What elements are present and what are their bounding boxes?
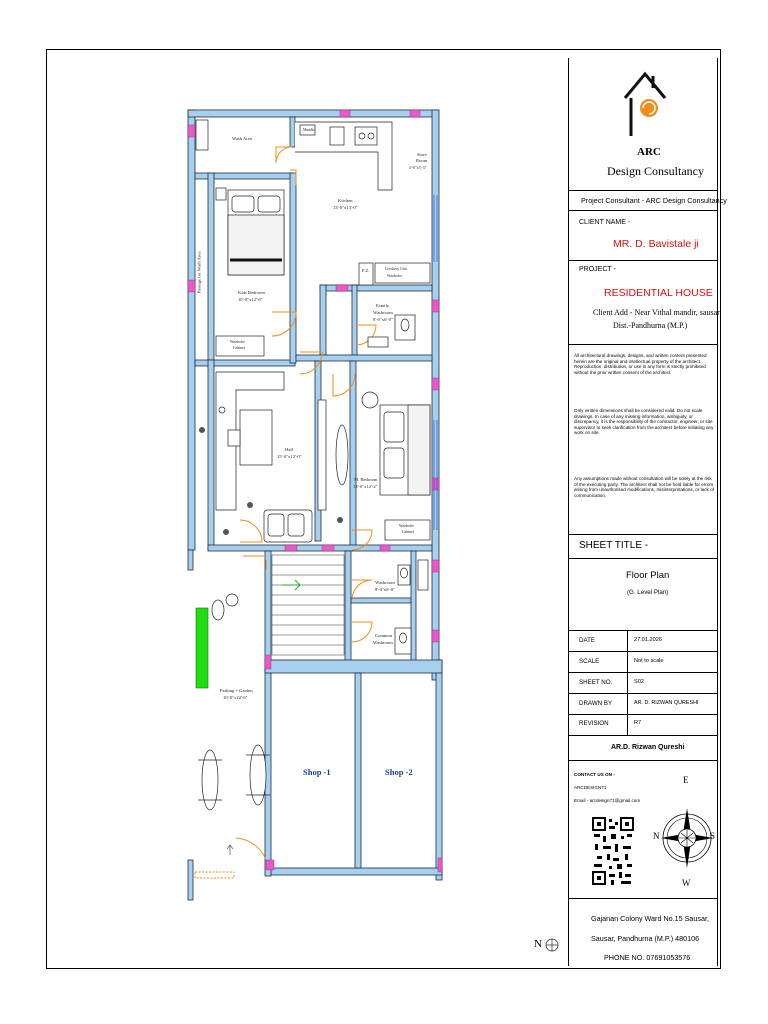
label-store-dim: 4'-0"x5'-3" — [409, 165, 427, 170]
qr-code-icon[interactable] — [591, 816, 635, 888]
label-crockery: Crockery Unit — [385, 267, 407, 271]
office-phone: PHONE NO. 07691053576 — [604, 953, 691, 962]
wall-right — [432, 110, 439, 680]
label-shop-1: Shop -1 — [303, 767, 331, 777]
label-washroom: Washroom — [375, 580, 395, 585]
wall-right-lower — [436, 660, 442, 880]
sheet-subtitle: (G. Level Plan) — [627, 589, 669, 596]
label-kids-wardrobe-2: Cabinet — [233, 346, 245, 350]
project-address-1: Client Add - Near Vithal mandir, sausar — [593, 308, 720, 317]
project-consultant: Project Consultant - ARC Design Consultancy — [581, 196, 727, 205]
label-master-bedroom-dim: 13'-0"x12'-2" — [353, 484, 378, 489]
label-master-wardrobe-2: Cabinet — [402, 530, 414, 534]
sheet-title-heading: SHEET TITLE - — [579, 540, 649, 551]
note-2: Only written dimensions shall be considered valid. Do not scale drawings. In case of any missing information, ambiguity, or discrepancy, it is the responsibility of the contractor, engineer, or site supervisor to seek clarification from the architect before initiating any work on site. — [574, 408, 714, 436]
label-kitchen-dim: 13'-0"x13'-0" — [333, 205, 358, 210]
project-name: RESIDENTIAL HOUSE — [604, 287, 713, 299]
label-fridge: F.Z. — [362, 268, 370, 273]
label-common-washroom: Common — [375, 633, 393, 638]
label-wash-area: Wash Area — [232, 136, 252, 141]
garden-strip — [196, 608, 208, 688]
label-master-wardrobe: Wardrobe — [399, 524, 414, 528]
detail-value-scale: Not to scale — [634, 658, 664, 664]
label-hall-dim: 15'-0"x12'-0" — [277, 454, 302, 459]
wall-top — [188, 110, 438, 117]
contact-line-2: ARCDESIGN71 — [574, 785, 607, 790]
detail-value-date: 27.01.2026 — [634, 637, 662, 643]
label-crockery-wardrobe: Wardrobe — [387, 274, 402, 278]
label-parking-dim: 10'-0"x22'-6" — [223, 695, 248, 700]
title-block — [568, 58, 727, 966]
detail-label-scale: SCALE — [579, 658, 600, 665]
contact-email: Email - arcdesign71@gmail.com — [574, 798, 641, 803]
detail-label-sheet-no: SHEET NO. — [579, 679, 613, 686]
label-hall: Hall — [285, 447, 293, 452]
label-common-washroom-2: Washroom — [373, 640, 393, 645]
office-address-1: Gajanan Colony Ward No.15 Sausar, — [591, 914, 709, 923]
label-family-washroom-dim: 8'-0"x6'-0" — [373, 317, 393, 322]
logo-initials: ARC — [637, 146, 661, 158]
note-3: Any assumptions made without consultation will be solely at the risk of the executing party. The architect shall not be held liable for errors arising from unauthorised modifications, misinterpretations, or lack of communication. — [574, 476, 714, 498]
label-mandir: Mandir — [303, 127, 315, 132]
project-heading: PROJECT - — [579, 266, 616, 273]
label-family-washroom: Family — [376, 303, 390, 308]
north-symbol-icon — [546, 939, 558, 951]
compass-east: E — [683, 775, 689, 785]
label-kids-wardrobe: Wardrobe — [230, 340, 245, 344]
detail-value-sheet-no: S02 — [634, 679, 644, 685]
compass-north: N — [653, 831, 660, 841]
label-family-washroom-2: Washroom — [373, 310, 393, 315]
office-address-2: Sausar, Pandhurna (M.P.) 480106 — [591, 934, 700, 943]
client-name: MR. D. Bavistale ji — [613, 238, 699, 250]
label-washroom-dim: 8'-0"x6'-0" — [375, 587, 395, 592]
company-name: Design Consultancy — [607, 164, 704, 178]
detail-value-drawn-by: AR. D. RIZWAN QURESHI — [634, 700, 699, 706]
arc-logo-icon — [621, 62, 667, 142]
label-kids-bedroom-dim: 10'-8"x12'-6" — [238, 297, 263, 302]
detail-label-drawn-by: DRAWN BY — [579, 700, 613, 707]
compass-west: W — [682, 878, 691, 888]
label-shop-2: Shop -2 — [385, 767, 413, 777]
wall-left — [188, 110, 195, 550]
label-kitchen: Kitchen — [338, 198, 353, 203]
label-passage: Passage for Wash Area — [196, 251, 202, 294]
detail-label-revision: REVISION — [579, 720, 609, 727]
details-table — [569, 630, 717, 736]
detail-label-date: DATE — [579, 637, 596, 644]
sheet-title: Floor Plan — [626, 570, 670, 581]
compass-south: S — [710, 831, 716, 841]
label-master-bedroom: M. Bedroom — [354, 477, 378, 482]
label-parking: Parking + Garden — [220, 688, 253, 693]
client-heading: CLIENT NAME - — [579, 219, 631, 226]
label-store: Store — [417, 152, 427, 157]
detail-value-revision: R7 — [634, 720, 642, 726]
project-address-2: Dist.-Pandhurna (M.P.) — [613, 321, 688, 330]
note-1: All architectural drawings, designs, and written content presented herein are the original and intellectual property of the architect. Reproduction, distribution, or use in any form is strictly prohibited without the prior written consent of the architect. — [574, 353, 707, 375]
label-kids-bedroom: Kids Bedroom — [238, 290, 265, 295]
north-label: N — [534, 938, 542, 950]
architect-name: AR.D. Rizwan Qureshi — [611, 744, 685, 751]
contact-line-1: CONTACT US ON - — [574, 772, 615, 777]
label-store-room: Room — [416, 158, 428, 163]
wall-front-shops — [266, 868, 442, 875]
